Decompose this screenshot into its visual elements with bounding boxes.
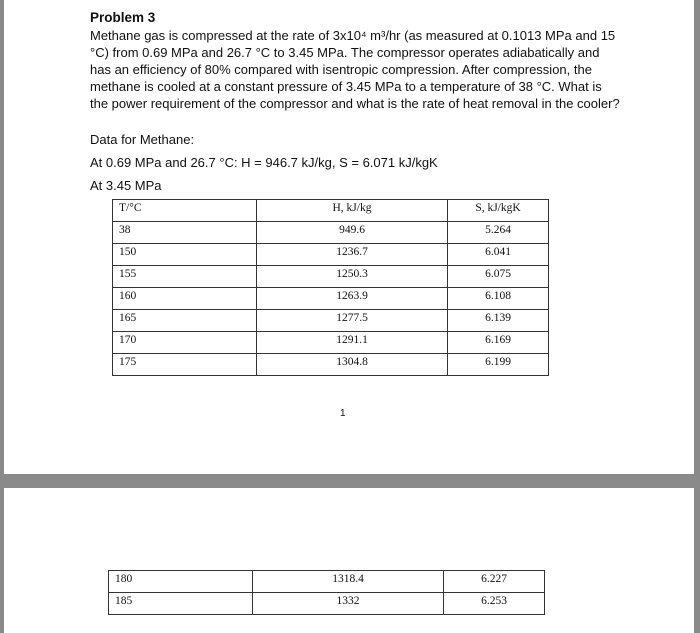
table-row [109,593,545,615]
header-temperature: T/°C [113,200,257,222]
data-heading: Data for Methane: [90,132,195,147]
cell-enthalpy: 1277.5 [257,310,448,332]
cell-entropy: 6.075 [448,266,549,288]
table-condition: At 3.45 MPa [90,178,162,193]
cell-enthalpy: 1291.1 [257,332,448,354]
table-row [113,244,549,266]
cell-entropy: 6.253 [444,593,545,615]
cell-temperature: 155 [113,266,257,288]
table-row [113,288,549,310]
cell-entropy: 6.108 [448,288,549,310]
cell-enthalpy: 1332 [253,593,444,615]
methane-properties-table-continued [108,570,545,615]
cell-temperature: 150 [113,244,257,266]
cell-entropy: 6.199 [448,354,549,376]
initial-condition: At 0.69 MPa and 26.7 °C: H = 946.7 kJ/kg, S = 6.071 kJ/kgK [90,155,438,170]
table-row [113,310,549,332]
cell-entropy: 6.041 [448,244,549,266]
table-row [113,266,549,288]
document-page-1 [4,0,694,474]
cell-enthalpy: 1304.8 [257,354,448,376]
cell-temperature: 165 [113,310,257,332]
cell-entropy: 6.227 [444,571,545,593]
table-header-row [113,200,549,222]
page-number: 1 [340,408,346,419]
problem-title: Problem 3 [90,10,156,25]
cell-enthalpy: 1250.3 [257,266,448,288]
table-row [113,354,549,376]
cell-entropy: 6.139 [448,310,549,332]
cell-temperature: 160 [113,288,257,310]
methane-properties-table [112,199,549,376]
cell-enthalpy: 1236.7 [257,244,448,266]
problem-statement: Methane gas is compressed at the rate of 3x10⁴ m³/hr (as measured at 0.1013 MPa and 15 °C) from 0.69 MPa and 26.7 °C to 3.45 MPa. The compressor operates adiabatically and has an efficiency of 80% compared with isentropic compression. After compression, the methane is cooled at a constant pressure of 3.45 MPa to a temperature of 38 °C. What is the power requirement of the compressor and what is the rate of heat removal in the cooler? [90,28,620,111]
header-entropy: S, kJ/kgK [448,200,549,222]
cell-entropy: 6.169 [448,332,549,354]
cell-temperature: 38 [113,222,257,244]
cell-temperature: 170 [113,332,257,354]
cell-enthalpy: 949.6 [257,222,448,244]
cell-enthalpy: 1318.4 [253,571,444,593]
cell-temperature: 180 [109,571,253,593]
cell-temperature: 175 [113,354,257,376]
cell-temperature: 185 [109,593,253,615]
table-row [109,571,545,593]
header-enthalpy: H, kJ/kg [257,200,448,222]
cell-entropy: 5.264 [448,222,549,244]
table-row [113,222,549,244]
cell-enthalpy: 1263.9 [257,288,448,310]
table-row [113,332,549,354]
